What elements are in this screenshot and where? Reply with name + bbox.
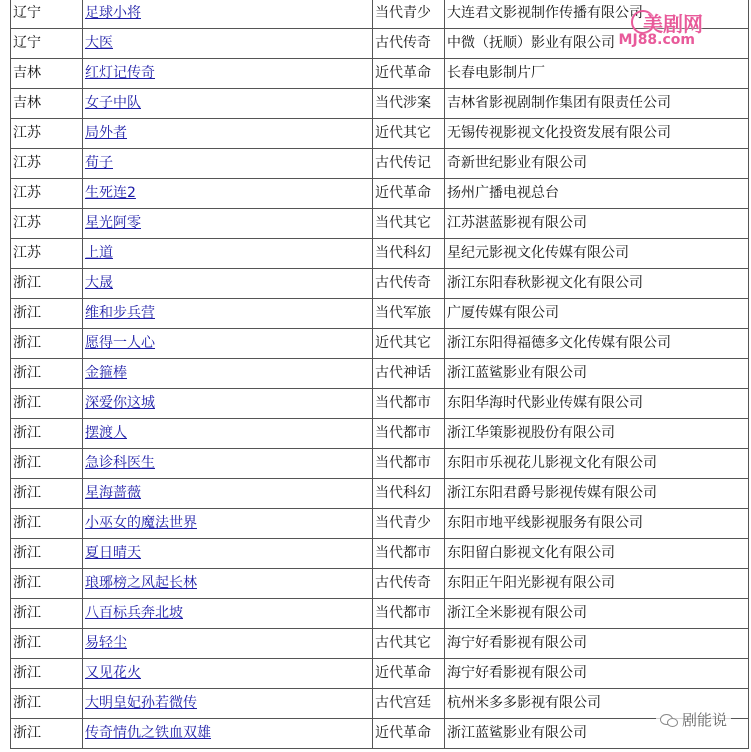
drama-title-link[interactable]: 星光阿零 [85,215,141,231]
company-cell: 东阳市乐视花儿影视文化有限公司 [445,449,749,479]
genre-cell: 当代都市 [373,539,445,569]
genre-cell: 当代都市 [373,449,445,479]
province-cell: 江苏 [11,209,83,239]
drama-title-link[interactable]: 夏日晴天 [85,545,141,561]
table-row [11,329,749,359]
province-cell: 吉林 [11,89,83,119]
company-cell: 海宁好看影视有限公司 [445,659,749,689]
genre-cell: 古代传奇 [373,569,445,599]
genre-cell: 当代青少 [373,509,445,539]
table-row [11,689,749,719]
table-row [11,119,749,149]
title-cell [83,479,373,509]
genre-cell: 古代传奇 [373,29,445,59]
province-cell: 浙江 [11,599,83,629]
company-cell: 浙江东阳春秋影视文化有限公司 [445,269,749,299]
table-row [11,719,749,749]
table-row [11,599,749,629]
table-row [11,449,749,479]
company-cell: 海宁好看影视有限公司 [445,629,749,659]
title-cell [83,29,373,59]
title-cell [83,509,373,539]
drama-title-link[interactable]: 深爱你这城 [85,395,155,411]
drama-title-link[interactable]: 大医 [85,35,113,51]
table-row [11,179,749,209]
company-cell: 东阳留白影视文化有限公司 [445,539,749,569]
province-cell: 浙江 [11,509,83,539]
genre-cell: 当代都市 [373,599,445,629]
title-cell [83,209,373,239]
table-row [11,89,749,119]
table-row [11,509,749,539]
company-cell: 无锡传视影视文化投资发展有限公司 [445,119,749,149]
province-cell: 浙江 [11,479,83,509]
watermark-main: 美剧网 [643,12,703,36]
title-cell [83,239,373,269]
table-row [11,239,749,269]
title-cell [83,329,373,359]
drama-title-link[interactable]: 又见花火 [85,665,141,681]
drama-title-link[interactable]: 维和步兵营 [85,305,155,321]
wechat-watermark-label: 剧能说 [681,711,727,729]
title-cell [83,599,373,629]
table-row [11,569,749,599]
province-cell: 浙江 [11,329,83,359]
province-cell: 辽宁 [11,29,83,59]
drama-title-link[interactable]: 大明皇妃孙若微传 [85,695,197,711]
company-cell: 大连君文影视制作传播有限公司 [445,0,749,29]
drama-title-link[interactable]: 八百标兵奔北坡 [85,605,183,621]
company-cell: 浙江全米影视有限公司 [445,599,749,629]
genre-cell: 古代传记 [373,149,445,179]
genre-cell: 当代军旅 [373,299,445,329]
title-cell [83,419,373,449]
province-cell: 江苏 [11,119,83,149]
province-cell: 浙江 [11,629,83,659]
title-cell [83,539,373,569]
drama-title-link[interactable]: 上道 [85,245,113,261]
company-cell: 东阳市地平线影视服务有限公司 [445,509,749,539]
table-row [11,359,749,389]
title-cell [83,269,373,299]
drama-title-link[interactable]: 急诊科医生 [85,455,155,471]
genre-cell: 近代革命 [373,719,445,749]
company-cell: 江苏湛蓝影视有限公司 [445,209,749,239]
province-cell: 江苏 [11,179,83,209]
genre-cell: 古代神话 [373,359,445,389]
title-cell [83,299,373,329]
genre-cell: 当代科幻 [373,239,445,269]
table-row [11,59,749,89]
table-row [11,479,749,509]
province-cell: 浙江 [11,569,83,599]
drama-title-link[interactable]: 星海蔷薇 [85,485,141,501]
title-cell [83,569,373,599]
company-cell: 浙江蓝鲨影业有限公司 [445,719,749,749]
title-cell [83,359,373,389]
drama-title-link[interactable]: 琅琊榜之风起长林 [85,575,197,591]
company-cell: 扬州广播电视总台 [445,179,749,209]
genre-cell: 古代宫廷 [373,689,445,719]
genre-cell: 古代传奇 [373,269,445,299]
company-cell: 东阳华海时代影业传媒有限公司 [445,389,749,419]
genre-cell: 近代革命 [373,59,445,89]
genre-cell: 当代都市 [373,389,445,419]
province-cell: 浙江 [11,449,83,479]
province-cell: 浙江 [11,269,83,299]
wechat-watermark [656,709,731,730]
company-cell: 中微（抚顺）影业有限公司 [445,29,749,59]
wechat-icon [660,713,678,727]
company-cell: 奇新世纪影业有限公司 [445,149,749,179]
title-cell [83,389,373,419]
title-cell [83,719,373,749]
title-cell [83,0,373,29]
drama-title-link[interactable]: 传奇情仇之铁血双雄 [85,725,211,741]
company-cell: 浙江东阳得福德多文化传媒有限公司 [445,329,749,359]
company-cell: 浙江华策影视股份有限公司 [445,419,749,449]
company-cell: 吉林省影视剧制作集团有限责任公司 [445,89,749,119]
drama-title-link[interactable]: 摆渡人 [85,425,127,441]
drama-title-link[interactable]: 金箍棒 [85,365,127,381]
title-cell [83,449,373,479]
drama-title-link[interactable]: 易轻尘 [85,635,127,651]
genre-cell: 当代科幻 [373,479,445,509]
province-cell: 吉林 [11,59,83,89]
title-cell [83,179,373,209]
table-row [11,269,749,299]
drama-title-link[interactable]: 足球小将 [85,5,141,21]
company-cell: 杭州米多多影视有限公司 [445,689,749,719]
title-cell [83,689,373,719]
drama-title-link[interactable]: 红灯记传奇 [85,65,155,81]
title-cell [83,629,373,659]
drama-title-link[interactable]: 大晟 [85,275,113,291]
table-row [11,299,749,329]
province-cell: 江苏 [11,239,83,269]
company-cell: 浙江东阳君爵号影视传媒有限公司 [445,479,749,509]
province-cell: 浙江 [11,719,83,749]
genre-cell: 近代其它 [373,119,445,149]
table-body [11,0,749,749]
title-cell [83,119,373,149]
province-cell: 浙江 [11,539,83,569]
drama-title-link[interactable]: 愿得一人心 [85,335,155,351]
table-row [11,629,749,659]
drama-filing-table [10,0,749,749]
company-cell: 广厦传媒有限公司 [445,299,749,329]
genre-cell: 近代其它 [373,329,445,359]
drama-title-link[interactable]: 生死连2 [85,185,136,201]
drama-title-link[interactable]: 女子中队 [85,95,141,111]
province-cell: 浙江 [11,389,83,419]
genre-cell: 当代都市 [373,419,445,449]
company-cell: 星纪元影视文化传媒有限公司 [445,239,749,269]
province-cell: 辽宁 [11,0,83,29]
drama-title-link[interactable]: 荀子 [85,155,113,171]
province-cell: 江苏 [11,149,83,179]
company-cell: 长春电影制片厂 [445,59,749,89]
watermark-sub: MJ88.com [618,32,695,48]
table-row [11,539,749,569]
drama-title-link[interactable]: 小巫女的魔法世界 [85,515,197,531]
table-row [11,419,749,449]
table-row [11,149,749,179]
title-cell [83,659,373,689]
table-row [11,389,749,419]
company-cell: 浙江蓝鲨影业有限公司 [445,359,749,389]
genre-cell: 近代革命 [373,659,445,689]
genre-cell: 当代涉案 [373,89,445,119]
title-cell [83,89,373,119]
company-cell: 东阳正午阳光影视有限公司 [445,569,749,599]
province-cell: 浙江 [11,299,83,329]
province-cell: 浙江 [11,689,83,719]
title-cell [83,59,373,89]
genre-cell: 近代革命 [373,179,445,209]
table-row [11,209,749,239]
genre-cell: 当代其它 [373,209,445,239]
table-row [11,659,749,689]
province-cell: 浙江 [11,359,83,389]
province-cell: 浙江 [11,659,83,689]
province-cell: 浙江 [11,419,83,449]
title-cell [83,149,373,179]
genre-cell: 古代其它 [373,629,445,659]
genre-cell: 当代青少 [373,0,445,29]
drama-title-link[interactable]: 局外者 [85,125,127,141]
